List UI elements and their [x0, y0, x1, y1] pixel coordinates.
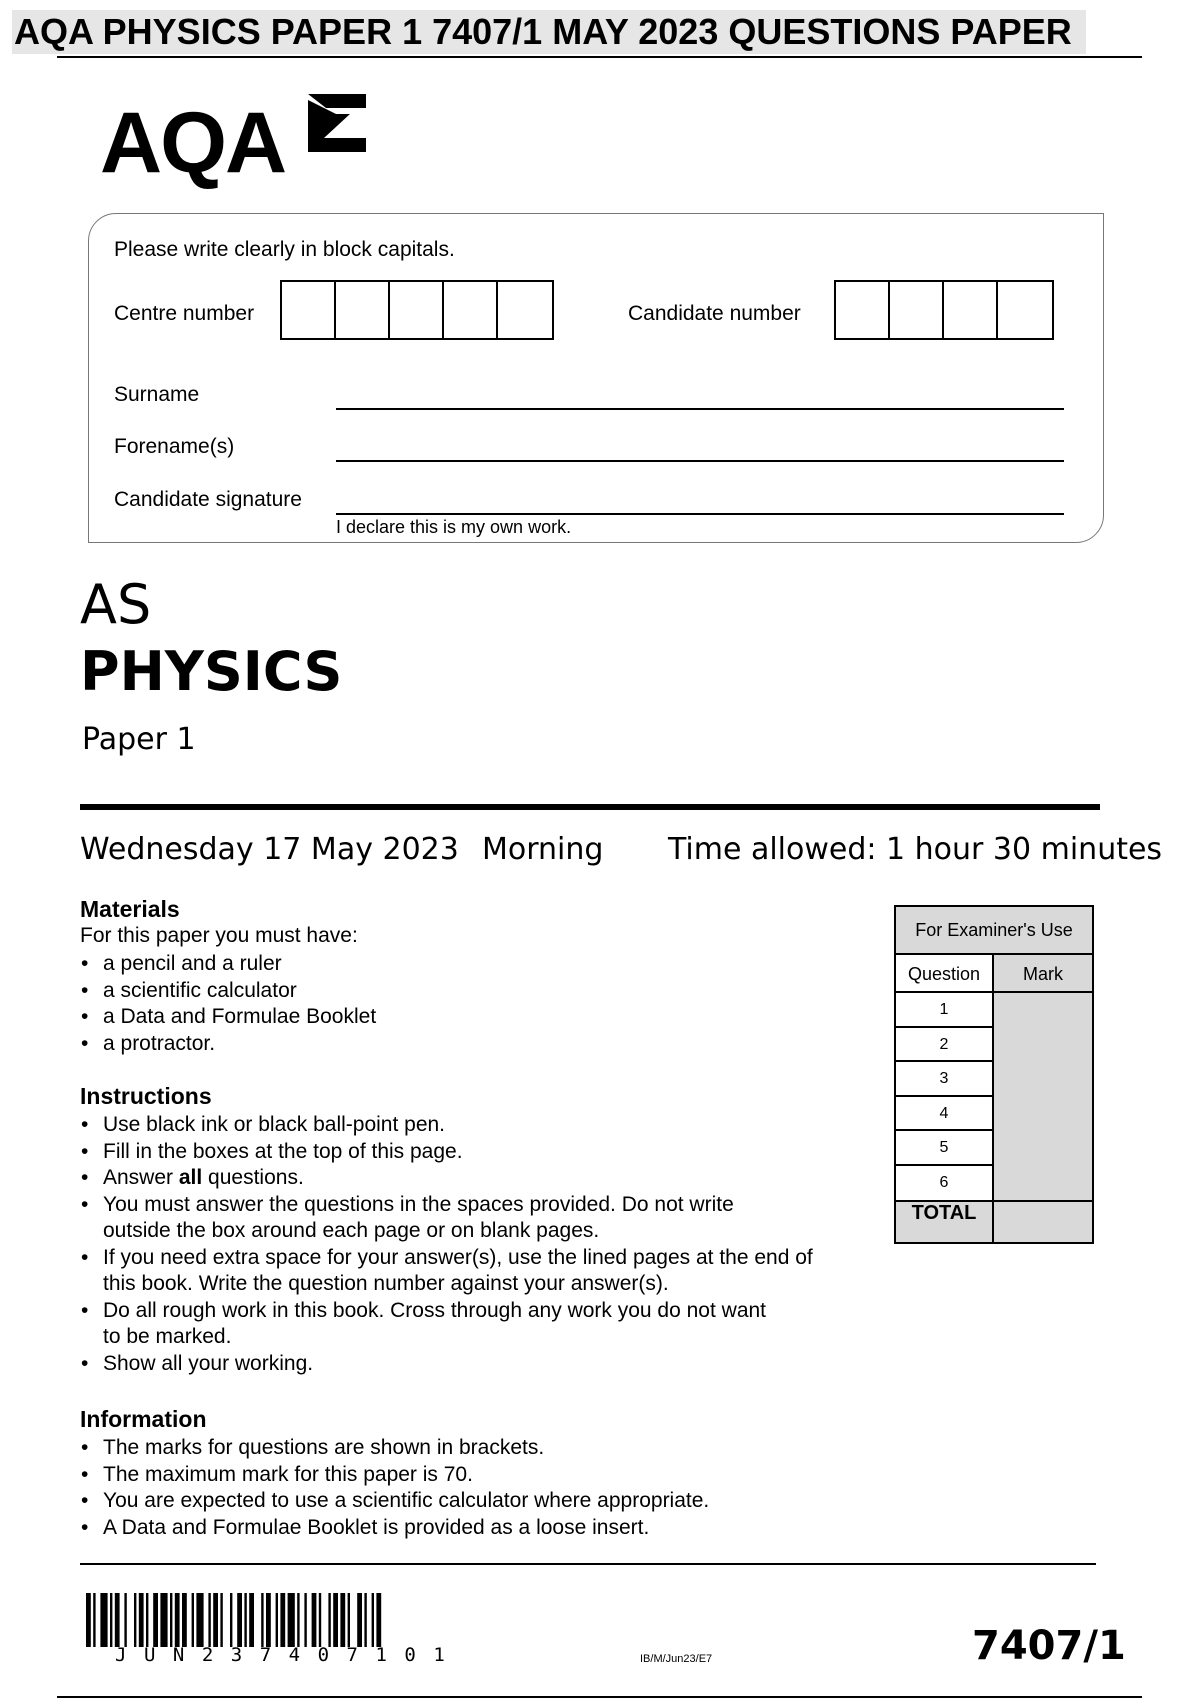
declaration-text: I declare this is my own work. [336, 517, 572, 537]
paper-number: Paper 1 [82, 722, 196, 757]
time-allowed: Time allowed: 1 hour 30 minutes [668, 832, 1163, 867]
subject-name: PHYSICS [80, 640, 343, 703]
question-number: 5 [896, 1131, 992, 1166]
candidate-digit-box[interactable] [836, 282, 890, 338]
subject-level: AS [80, 573, 152, 636]
question-number: 6 [939, 1173, 949, 1191]
paper-code: 7407/1 [972, 1623, 1126, 1669]
centre-digit-box[interactable] [336, 282, 390, 338]
list-item: • You are expected to use a scientific calculator where appropriate. [80, 1488, 709, 1515]
list-item: • A Data and Formulae Booklet is provided as a loose insert. [80, 1515, 709, 1542]
list-item: • Use black ink or black ball-point pen. [80, 1112, 813, 1139]
footer-divider [80, 1563, 1096, 1565]
page-bottom-rule [57, 1696, 1142, 1698]
aqa-logo [100, 92, 370, 192]
candidate-digit-box[interactable] [890, 282, 944, 338]
total-mark-cell [994, 1202, 1092, 1242]
candidate-number-boxes[interactable] [834, 280, 1054, 340]
forename-field[interactable] [336, 460, 1064, 462]
answer-prefix: Answer [103, 1166, 179, 1189]
signature-label: Candidate signature [114, 488, 302, 511]
question-number: 3 [896, 1062, 992, 1097]
examiner-table-title: For Examiner's Use [896, 907, 1092, 955]
barcode-number: JUN237407101 [115, 1644, 463, 1666]
question-column-header: Question [896, 955, 992, 993]
subject-divider [80, 804, 1100, 810]
document-reference: IB/M/Jun23/E7 [640, 1653, 713, 1665]
signature-field[interactable] [336, 513, 1064, 515]
centre-digit-box[interactable] [444, 282, 498, 338]
question-number: 4 [896, 1097, 992, 1132]
centre-number-boxes[interactable] [280, 280, 554, 340]
total-label: TOTAL [896, 1202, 994, 1242]
centre-digit-box[interactable] [498, 282, 552, 338]
list-item: • You must answer the questions in the spaces provided. Do not write outside the box around each page or on blank pages. [80, 1192, 813, 1245]
list-item: • Fill in the boxes at the top of this page. [80, 1139, 813, 1166]
examiner-use-table [894, 905, 1094, 1244]
list-item: • a pencil and a ruler [80, 951, 376, 978]
list-item: • a scientific calculator [80, 978, 376, 1005]
list-item: • The maximum mark for this paper is 70. [80, 1462, 709, 1489]
exam-date: Wednesday 17 May 2023 [80, 832, 459, 867]
header-divider [57, 56, 1142, 58]
centre-number-label: Centre number [114, 302, 255, 325]
question-number: 2 [896, 1028, 992, 1063]
exam-session: Morning [482, 832, 604, 867]
candidate-digit-box[interactable] [944, 282, 998, 338]
candidate-digit-box[interactable] [998, 282, 1052, 338]
instructions-list [80, 1112, 813, 1377]
aqa-logo-mark-icon [308, 94, 366, 152]
materials-intro: For this paper you must have: [80, 924, 358, 947]
document-title: AQA PHYSICS PAPER 1 7407/1 MAY 2023 QUESTIONS PAPER [12, 10, 1086, 54]
information-heading: Information [80, 1406, 207, 1432]
surname-field[interactable] [336, 408, 1064, 410]
barcode-icon [86, 1593, 470, 1647]
list-item: • Do all rough work in this book. Cross through any work you do not want to be marked. [80, 1298, 813, 1351]
candidate-number-label: Candidate number [628, 302, 801, 325]
materials-heading: Materials [80, 896, 180, 922]
question-number: 1 [896, 993, 992, 1028]
instructions-heading: Instructions [80, 1083, 212, 1109]
forename-label: Forename(s) [114, 435, 235, 458]
surname-label: Surname [114, 383, 200, 406]
aqa-logo-text: AQA [100, 95, 286, 191]
list-item [80, 1165, 813, 1192]
list-item: • The marks for questions are shown in brackets. [80, 1435, 709, 1462]
answer-emphasis: all [178, 1166, 203, 1189]
information-list [80, 1435, 709, 1541]
answer-suffix: questions. [202, 1166, 304, 1189]
list-item: • If you need extra space for your answer(s), use the lined pages at the end of this book. Write the question number against your answer(s). [80, 1245, 813, 1298]
mark-column-header: Mark [994, 955, 1092, 993]
materials-list [80, 951, 376, 1057]
list-item: • a protractor. [80, 1031, 376, 1058]
centre-digit-box[interactable] [282, 282, 336, 338]
list-item: • a Data and Formulae Booklet [80, 1004, 376, 1031]
centre-digit-box[interactable] [390, 282, 444, 338]
list-item: • Show all your working. [80, 1351, 813, 1378]
form-instruction: Please write clearly in block capitals. [114, 238, 455, 261]
